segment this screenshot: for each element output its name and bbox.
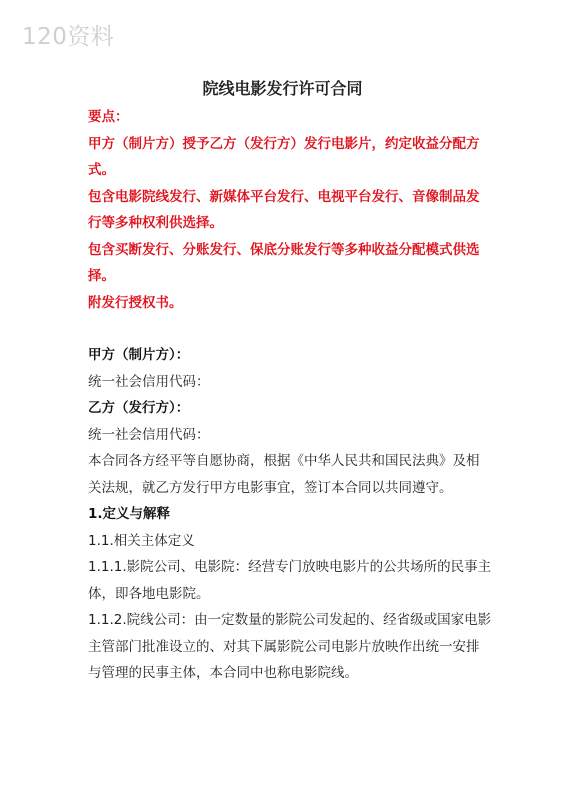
watermark: 120资料 — [22, 24, 115, 50]
party-b-credit-code-label: 统一社会信用代码： — [88, 426, 210, 443]
document-title: 院线电影发行许可合同 — [202, 79, 363, 98]
key-point-2-line-1: 包含电影院线发行、新媒体平台发行、电视平台发行、音像制品发 — [88, 188, 480, 205]
preamble — [88, 448, 488, 501]
clause-1-1-1-line-1: 1.1.1.影院公司、电影院：经营专门放映电影片的公共场所的民事主 — [88, 559, 492, 575]
key-points-section — [88, 104, 488, 316]
clause-1-1-2-line-1: 1.1.2.院线公司：由一定数量的影院公司发起的、经省级或国家电影 — [88, 612, 492, 628]
parties-section — [88, 342, 488, 448]
party-b-label: 乙方（发行方）： — [88, 400, 190, 416]
clause-1-1-2-line-3: 与管理的民事主体，本合同中也称电影院线。 — [88, 665, 358, 681]
clause-1-1-2-line-2: 主管部门批准设立的、对其下属影院公司电影片放映作出统一安排 — [88, 638, 480, 655]
key-point-4: 附发行授权书。 — [88, 294, 183, 311]
clause-1-1-1-line-2: 体，即各地电影院。 — [88, 585, 210, 602]
preamble-line-1: 本合同各方经平等自愿协商，根据《中华人民共和国民法典》及相 — [88, 453, 480, 469]
section-1 — [88, 501, 492, 687]
key-point-1-line-1: 甲方（制片方）授予乙方（发行方）发行电影片，约定收益分配方 — [88, 135, 480, 152]
key-point-3-line-2: 择。 — [88, 268, 115, 284]
key-points-heading: 要点： — [88, 109, 129, 125]
key-point-1-line-2: 式。 — [88, 162, 115, 178]
preamble-line-2: 关法规，就乙方发行甲方电影事宜，签订本合同以共同遵守。 — [88, 479, 453, 496]
key-point-2-line-2: 行等多种权利供选择。 — [88, 215, 223, 231]
subsection-1-1-heading: 1.1.相关主体定义 — [88, 532, 195, 549]
party-a-label: 甲方（制片方）： — [88, 347, 190, 363]
section-1-heading: 1.定义与解释 — [88, 506, 171, 522]
key-point-3-line-1: 包含买断发行、分账发行、保底分账发行等多种收益分配模式供选 — [88, 241, 480, 258]
document-body — [88, 104, 492, 687]
party-a-credit-code-label: 统一社会信用代码： — [88, 373, 210, 390]
spacer — [88, 316, 488, 342]
